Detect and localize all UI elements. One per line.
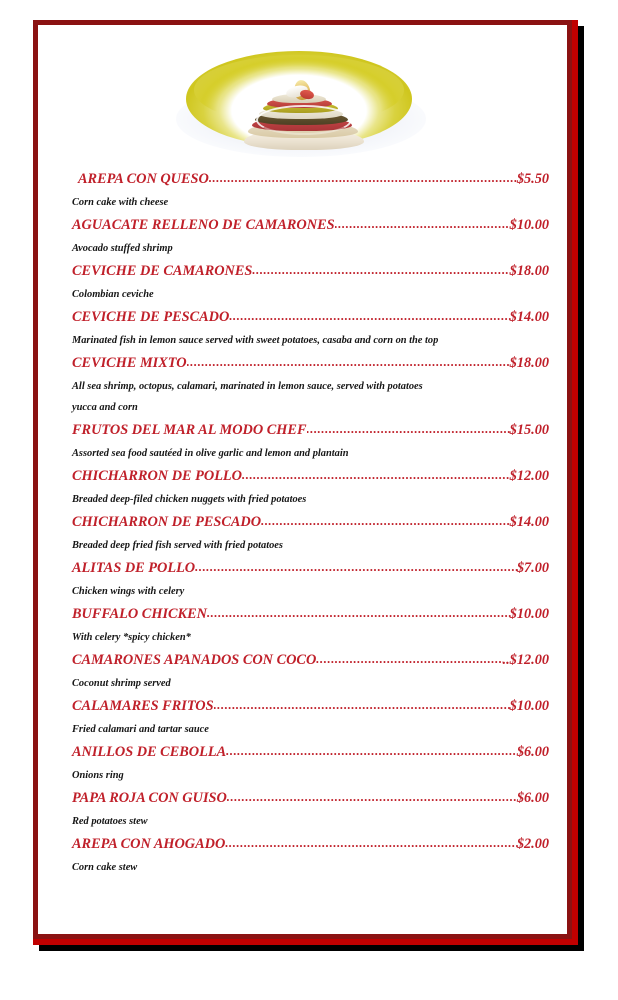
menu-item-price: $12.00	[509, 468, 549, 484]
menu-item-description: Red potatoes stew	[72, 816, 148, 827]
menu-entry	[38, 602, 567, 648]
leader-dots	[226, 739, 517, 764]
menu-item-description: With celery *spicy chicken*	[72, 632, 191, 643]
menu-entry	[38, 464, 567, 510]
menu-item-price: $18.00	[509, 263, 549, 279]
menu-item-row[interactable]	[38, 740, 567, 765]
menu-item-price: $5.50	[516, 171, 549, 187]
menu-item-row[interactable]	[38, 167, 567, 192]
menu-item-name: FRUTOS DEL MAR AL MODO CHEF	[72, 422, 307, 438]
menu-item-row[interactable]	[38, 259, 567, 284]
menu-item-row[interactable]	[38, 648, 567, 673]
menu-entry	[38, 259, 567, 305]
menu-item-list	[38, 167, 567, 878]
menu-item-row[interactable]	[38, 305, 567, 330]
leader-dots	[207, 601, 510, 626]
menu-entry	[38, 786, 567, 832]
leader-dots	[335, 212, 510, 237]
menu-item-description: Fried calamari and tartar sauce	[72, 724, 209, 735]
menu-entry	[38, 213, 567, 259]
menu-item-name: BUFFALO CHICKEN	[72, 606, 207, 622]
menu-item-description: All sea shrimp, octopus, calamari, marinated in lemon sauce, served with potatoes	[72, 381, 423, 392]
menu-item-description: Avocado stuffed shrimp	[72, 243, 173, 254]
menu-item-name: ANILLOS DE CEBOLLA	[72, 744, 227, 760]
menu-item-price: $14.00	[509, 514, 549, 530]
menu-item-name: AREPA CON QUESO	[78, 171, 209, 187]
menu-item-price: $2.00	[516, 836, 549, 852]
menu-item-description: Corn cake with cheese	[72, 197, 169, 208]
leader-dots	[187, 350, 510, 375]
food-photo	[150, 45, 450, 165]
menu-item-price: ..$12.00	[502, 652, 549, 668]
menu-item-name: CALAMARES FRITOS	[72, 698, 214, 714]
menu-entry	[38, 648, 567, 694]
menu-item-row[interactable]	[38, 694, 567, 719]
leader-dots	[195, 555, 517, 580]
leader-dots	[242, 463, 510, 488]
sauce-drizzle	[256, 105, 352, 135]
leader-dots	[261, 509, 510, 534]
menu-item-name: PAPA ROJA CON GUISO	[72, 790, 227, 806]
menu-item-price: $10.00	[509, 698, 549, 714]
menu-entry	[38, 351, 567, 418]
food-photo-image	[150, 45, 450, 165]
menu-item-description: Colombian ceviche	[72, 289, 154, 300]
menu-item-description-continued: yucca and corn	[72, 402, 138, 413]
menu-entry	[38, 167, 567, 213]
menu-item-name: AGUACATE RELLENO DE CAMARONES	[72, 217, 335, 233]
menu-item-description: Coconut shrimp served	[72, 678, 171, 689]
menu-item-description: Breaded deep fried fish served with fried potatoes	[72, 540, 283, 551]
menu-item-name: CEVICHE DE PESCADO	[72, 309, 230, 325]
leader-dots	[307, 417, 510, 442]
menu-item-name: AREPA CON AHOGADO	[72, 836, 226, 852]
menu-item-price: $18.00	[509, 355, 549, 371]
menu-item-name: CHICHARRON DE PESCADO	[72, 514, 262, 530]
menu-entry	[38, 510, 567, 556]
menu-item-price: $10.00	[509, 606, 549, 622]
menu-item-row[interactable]	[38, 418, 567, 443]
leader-dots	[225, 831, 517, 856]
layered-dish	[242, 89, 366, 151]
menu-item-name: CEVICHE MIXTO	[72, 355, 187, 371]
menu-item-name: ALITAS DE POLLO	[72, 560, 196, 576]
menu-sheet	[38, 25, 567, 934]
menu-item-description: Onions ring	[72, 770, 124, 781]
leader-dots	[316, 647, 502, 672]
menu-item-row[interactable]	[38, 351, 567, 376]
menu-item-name: CHICHARRON DE POLLO	[72, 468, 242, 484]
menu-entry	[38, 694, 567, 740]
menu-entry	[38, 740, 567, 786]
menu-entry	[38, 556, 567, 602]
menu-item-price: $10.00	[509, 217, 549, 233]
menu-item-description: Marinated fish in lemon sauce served with sweet potatoes, casaba and corn on the top	[72, 335, 439, 346]
menu-item-row[interactable]	[38, 602, 567, 627]
menu-item-row[interactable]	[38, 213, 567, 238]
menu-item-description: Chicken wings with celery	[72, 586, 185, 597]
menu-item-price: $7.00	[516, 560, 549, 576]
menu-entry	[38, 305, 567, 351]
menu-item-row[interactable]	[38, 832, 567, 857]
menu-entry	[38, 418, 567, 464]
menu-item-description: Breaded deep-filed chicken nuggets with fried potatoes	[72, 494, 307, 505]
menu-item-name: CEVICHE DE CAMARONES	[72, 263, 253, 279]
menu-item-description: Assorted sea food sautéed in olive garlic and lemon and plantain	[72, 448, 349, 459]
menu-item-price: $6.00	[516, 790, 549, 806]
menu-item-description: Corn cake stew	[72, 862, 138, 873]
menu-item-name: CAMARONES APANADOS CON COCO	[72, 652, 317, 668]
menu-entry	[38, 832, 567, 878]
leader-dots	[252, 258, 509, 283]
menu-item-row[interactable]	[38, 556, 567, 581]
leader-dots	[209, 166, 517, 191]
menu-item-price: $14.00	[509, 309, 549, 325]
menu-item-row[interactable]	[38, 786, 567, 811]
menu-item-row[interactable]	[38, 510, 567, 535]
leader-dots	[227, 785, 517, 810]
leader-dots	[229, 304, 509, 329]
menu-item-price: $6.00	[516, 744, 549, 760]
leader-dots	[214, 693, 510, 718]
menu-item-row[interactable]	[38, 464, 567, 489]
menu-item-price: $15.00	[509, 422, 549, 438]
